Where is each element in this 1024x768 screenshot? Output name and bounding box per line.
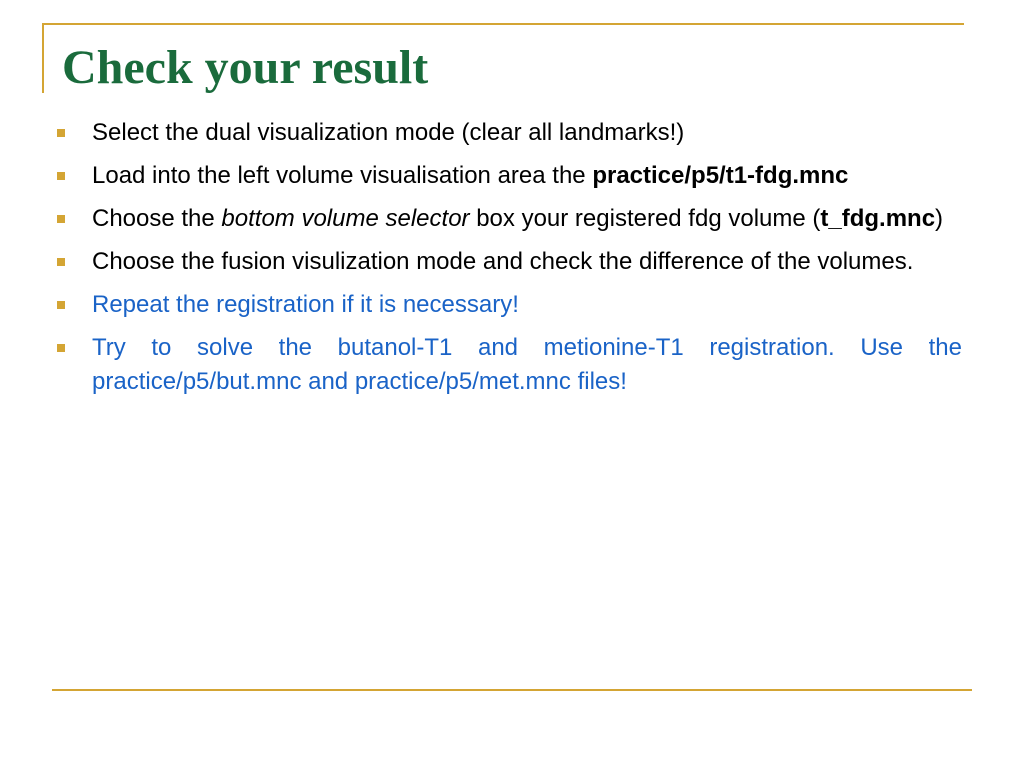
bullet-bold-filename: t_fdg.mnc	[820, 205, 936, 232]
bullet-text: )	[935, 205, 944, 232]
bullet-item-highlighted	[56, 331, 962, 399]
bullet-item	[56, 202, 962, 236]
square-bullet-icon	[57, 172, 65, 180]
square-bullet-icon	[57, 129, 65, 137]
bullet-text: Choose the	[92, 205, 222, 232]
slide-title: Check your result	[62, 41, 429, 94]
bullet-text: Select the dual visualization mode (clear all landmarks!)	[92, 119, 685, 146]
square-bullet-icon	[57, 301, 65, 309]
square-bullet-icon	[57, 215, 65, 223]
bullet-text: box your registered fdg volume (	[469, 205, 821, 232]
bullet-italic-term: bottom volume selector	[221, 205, 470, 232]
bullet-text: Repeat the registration if it is necessary!	[92, 291, 519, 318]
bullet-text: Try to solve the butanol-T1 and metionine-T1 registration. Use the practice/p5/but.mnc and practice/p5/met.mnc files!	[92, 334, 962, 395]
bullet-item	[56, 245, 962, 279]
bullet-item	[56, 159, 962, 193]
frame-left-rule	[42, 23, 44, 93]
square-bullet-icon	[57, 258, 65, 266]
bullet-item-highlighted	[56, 288, 962, 322]
bullet-list	[56, 116, 962, 408]
bullet-bold-filename: practice/p5/t1-fdg.mnc	[592, 162, 849, 189]
frame-bottom-rule	[52, 689, 972, 691]
bullet-item	[56, 116, 962, 150]
square-bullet-icon	[57, 344, 65, 352]
bullet-text: Choose the fusion visulization mode and check the difference of the volumes.	[92, 248, 914, 275]
frame-top-rule	[42, 23, 964, 25]
bullet-text: Load into the left volume visualisation area the	[92, 162, 593, 189]
